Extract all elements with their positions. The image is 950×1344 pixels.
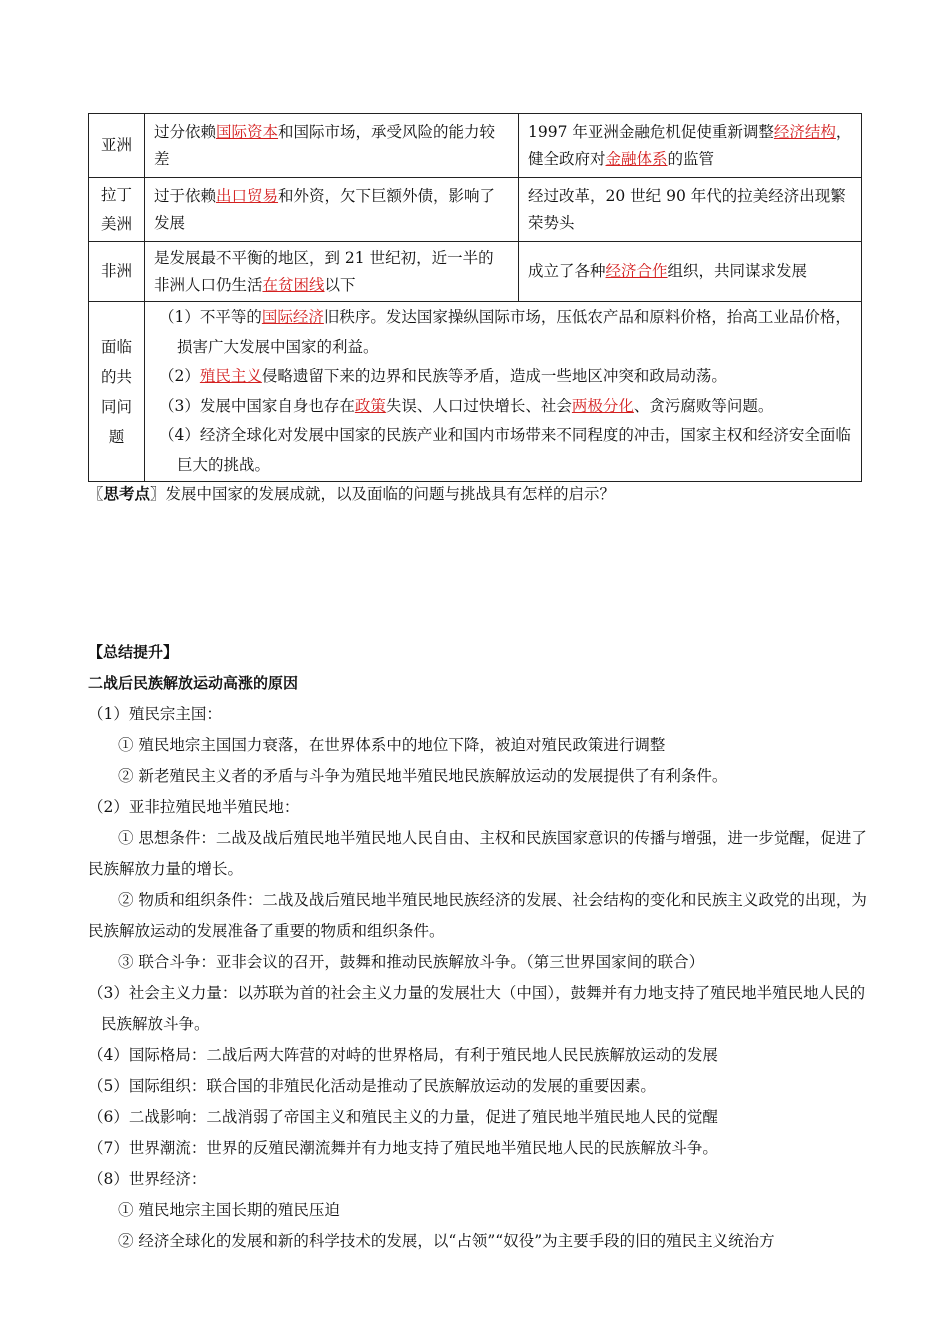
table-row: [89, 178, 862, 242]
problem-item: [151, 392, 855, 422]
text-segment: 失误、人口过快增长、社会: [385, 396, 572, 415]
problem-item: [151, 362, 855, 392]
summary-item: （5）国际组织：联合国的非殖民化活动是推动了民族解放运动的发展的重要因素。: [88, 1077, 656, 1095]
summary-subitem: ① 思想条件：二战及战后殖民地半殖民地人民自由、主权和民族国家意识的传播与增强，进一步觉醒，促进了民族解放力量的增长。: [88, 829, 867, 878]
problems-label: 面临的共同问题: [89, 302, 145, 482]
text-segment: 以下: [324, 275, 356, 294]
summary-subitem: ② 经济全球化的发展和新的科学技术的发展，以“占领”“奴役”为主要手段的旧的殖民主义统治方: [118, 1232, 775, 1250]
region-development: [519, 178, 862, 242]
text-segment: （4）经济全球化对发展中国家的民族产业和国内市场带来不同程度的冲击，国家主权和经济安全面临巨大的挑战。: [159, 426, 851, 474]
text-segment: 侵略遗留下来的边界和民族等矛盾，造成一些地区冲突和政局动荡。: [261, 367, 727, 385]
region-name: 拉丁美洲: [89, 178, 145, 242]
table-row: [89, 242, 862, 302]
text-segment: 是发展最不平衡的地区，到 21 世纪初，近一半的非洲人口仍生活: [154, 248, 494, 294]
region-name: 亚洲: [89, 114, 145, 178]
region-development: [519, 242, 862, 302]
summary-heading: 【总结提升】: [88, 643, 179, 661]
summary-subitem: ① 殖民地宗主国长期的殖民压迫: [118, 1201, 340, 1219]
table-row: [89, 302, 862, 482]
highlighted-term: 出口贸易: [216, 186, 279, 205]
summary-title: 二战后民族解放运动高涨的原因: [88, 674, 299, 692]
highlighted-term: 政策: [354, 396, 386, 415]
region-problem: [145, 114, 519, 178]
highlighted-term: 经济结构: [773, 122, 836, 141]
text-segment: （2）: [159, 367, 200, 385]
text-segment: （3）发展中国家自身也存在: [159, 396, 355, 415]
text-segment: 的监管: [667, 149, 715, 168]
summary-subitem: ② 新老殖民主义者的矛盾与斗争为殖民地半殖民地民族解放运动的发展提供了有利条件。: [118, 767, 728, 785]
text-segment: （1）不平等的: [159, 308, 262, 326]
region-development-table: [88, 113, 862, 482]
highlighted-term: 金融体系: [605, 149, 668, 168]
text-segment: 和外资，欠下巨额外债，影响了发展: [154, 186, 496, 232]
summary-item: （4）国际格局：二战后两大阵营的对峙的世界格局，有利于殖民地人民民族解放运动的发展: [88, 1046, 718, 1064]
highlighted-term: 殖民主义: [199, 367, 262, 385]
text-segment: ，健全政府对: [528, 122, 852, 168]
table-row: [89, 114, 862, 178]
text-segment: 和国际市场，承受风险的能力较差: [154, 122, 496, 168]
text-segment: 成立了各种: [528, 262, 606, 280]
summary-item: （2）亚非拉殖民地半殖民地：: [88, 798, 300, 816]
highlighted-term: 在贫困线: [262, 275, 325, 294]
region-name: 非洲: [89, 242, 145, 302]
text-segment: 过于依赖: [154, 186, 217, 205]
text-segment: 组织，共同谋求发展: [667, 262, 808, 280]
think-bracket-close: 〗: [150, 485, 166, 503]
region-development: [519, 114, 862, 178]
summary-subitem: ① 殖民地宗主国国力衰落，在世界体系中的地位下降，被迫对殖民政策进行调整: [118, 736, 666, 754]
summary-item: （7）世界潮流：世界的反殖民潮流舞并有力地支持了殖民地半殖民地人民的民族解放斗争。: [88, 1139, 718, 1157]
think-text: 发展中国家的发展成就，以及面临的问题与挑战具有怎样的启示？: [165, 485, 616, 503]
summary-subitem: ② 物质和组织条件：二战及战后殖民地半殖民地民族经济的发展、社会结构的变化和民族主义政党的出现，为民族解放运动的发展准备了重要的物质和组织条件。: [88, 891, 867, 940]
text-segment: 1997 年亚洲金融危机促使重新调整: [528, 122, 774, 141]
common-problems: [145, 302, 862, 482]
text-segment: 经过改革，20 世纪 90 年代的拉美经济出现繁荣势头: [528, 186, 846, 232]
summary-item: （6）二战影响：二战消弱了帝国主义和殖民主义的力量，促进了殖民地半殖民地人民的觉醒: [88, 1108, 718, 1126]
summary-item: （1）殖民宗主国：: [88, 705, 222, 723]
highlighted-term: 国际经济: [261, 308, 324, 326]
think-bracket-open: 〖: [88, 485, 104, 503]
summary-item: （3）社会主义力量：以苏联为首的社会主义力量的发展壮大（中国），鼓舞并有力地支持了殖民地半殖民地人民的民族解放斗争。: [88, 984, 866, 1033]
highlighted-term: 国际资本: [216, 122, 279, 141]
problem-item: [151, 421, 855, 480]
text-segment: 旧秩序。发达国家操纵国际市场，压低农产品和原料价格，抬高工业品价格，损害广大发展中国家的利益。: [177, 308, 851, 356]
text-segment: 过分依赖: [154, 122, 217, 141]
summary-subitem: ③ 联合斗争：亚非会议的召开，鼓舞和推动民族解放斗争。（第三世界国家间的联合）: [118, 953, 705, 971]
highlighted-term: 经济合作: [605, 262, 668, 280]
think-label: 思考点: [103, 484, 151, 503]
think-point: [88, 482, 868, 506]
summary-item: （8）世界经济：: [88, 1170, 207, 1188]
region-problem: [145, 178, 519, 242]
highlighted-term: 两极分化: [571, 396, 634, 415]
problem-item: [151, 303, 855, 362]
region-problem: [145, 242, 519, 302]
summary-section: [88, 637, 878, 1257]
text-segment: 、贪污腐败等问题。: [633, 396, 774, 415]
